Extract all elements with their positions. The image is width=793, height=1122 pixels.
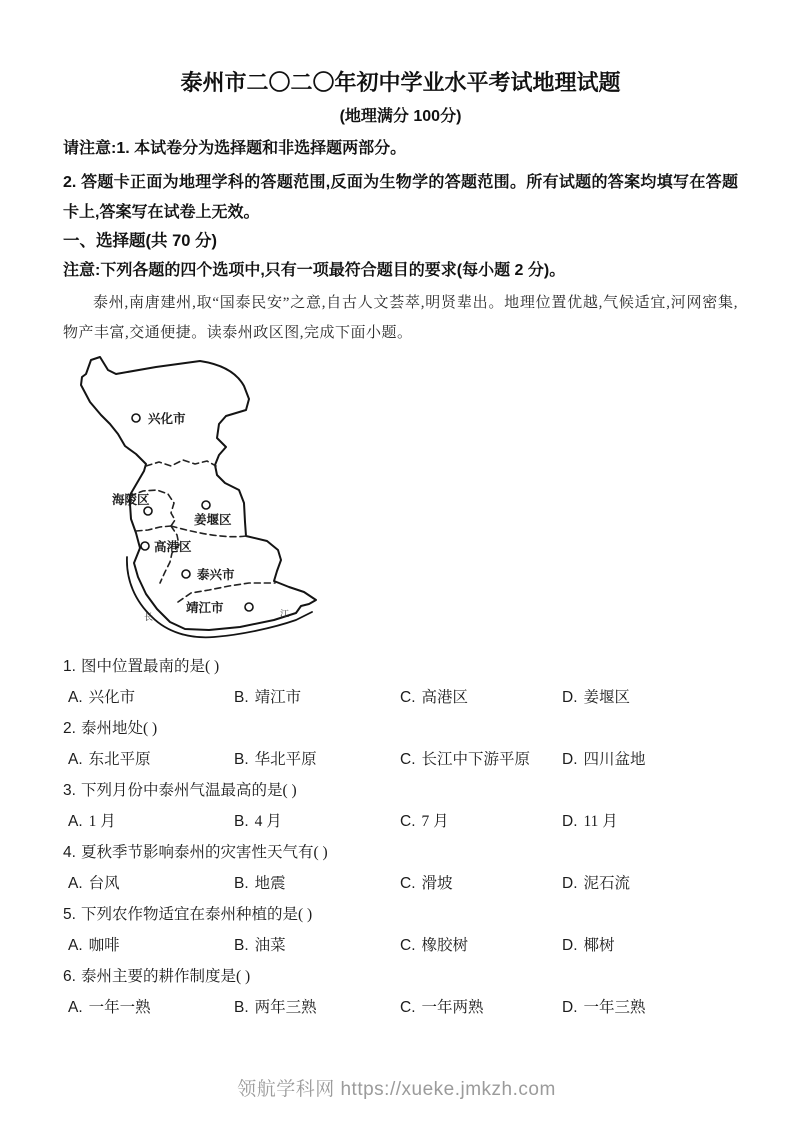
option-label: B. — [234, 689, 249, 706]
question-5 — [63, 904, 738, 956]
question-1-stem — [63, 656, 738, 677]
question-text: 泰州地处( ) — [80, 720, 158, 737]
option-a — [68, 749, 234, 770]
option-label: C. — [400, 875, 416, 892]
option-text: 4 月 — [254, 813, 282, 830]
map-label-jingjiang: 靖江市 — [186, 601, 224, 615]
question-3-options — [63, 811, 738, 832]
map-marker-hailing — [144, 507, 152, 515]
notice-line-2: 2. 答题卡正面为地理学科的答题范围,反面为生物学的答题范围。所有试题的答案均填写在答题卡上,答案写在试卷上无效。 — [63, 174, 738, 221]
option-text: 东北平原 — [88, 751, 151, 768]
option-text: 地震 — [254, 875, 286, 892]
map-marker-jingjiang — [245, 603, 253, 611]
option-text: 一年一熟 — [88, 999, 151, 1016]
map-boundary-taixing-jingjiang — [178, 583, 275, 602]
question-number: 4. — [63, 844, 76, 861]
option-text: 11 月 — [583, 813, 618, 830]
option-text: 咖啡 — [88, 937, 120, 954]
map-boundary-xinghua-south — [146, 460, 216, 466]
question-number: 2. — [63, 720, 76, 737]
option-d — [562, 811, 738, 832]
intro-paragraph: 泰州,南唐建州,取“国泰民安”之意,自古人文荟萃,明贤辈出。地理位置优越,气候适宜,河网密集,物产丰富,交通便捷。读泰州政区图,完成下面小题。 — [63, 295, 738, 341]
question-5-stem — [63, 904, 738, 925]
option-d — [562, 749, 738, 770]
notice-line-1: 请注意:1. 本试卷分为选择题和非选择题两部分。 — [63, 140, 407, 157]
footer-watermark: 领航学科网 https://xueke.jmkzh.com — [237, 1079, 556, 1100]
question-4 — [63, 842, 738, 894]
option-text: 姜堰区 — [583, 689, 631, 706]
option-d — [562, 873, 738, 894]
option-a — [68, 873, 234, 894]
question-6-options — [63, 997, 738, 1018]
option-label: D. — [562, 875, 578, 892]
section-note: 注意:下列各题的四个选项中,只有一项最符合题目的要求(每小题 2 分)。 — [63, 262, 566, 279]
map-river-label-chang: 长 — [144, 612, 154, 622]
page-subtitle: (地理满分 100分) — [339, 108, 462, 125]
option-text: 两年三熟 — [254, 999, 317, 1016]
question-1 — [63, 656, 738, 708]
option-label: A. — [68, 751, 83, 768]
option-label: A. — [68, 999, 83, 1016]
option-a — [68, 997, 234, 1018]
option-d — [562, 935, 738, 956]
option-b — [234, 687, 400, 708]
question-number: 3. — [63, 782, 76, 799]
option-text: 一年三熟 — [583, 999, 646, 1016]
map-marker-jiangyan — [202, 501, 210, 509]
option-label: A. — [68, 875, 83, 892]
option-text: 靖江市 — [254, 689, 302, 706]
option-label: C. — [400, 999, 416, 1016]
option-label: D. — [562, 937, 578, 954]
option-text: 1 月 — [88, 813, 116, 830]
map-label-gaogang: 高港区 — [154, 540, 192, 554]
question-text: 泰州主要的耕作制度是( ) — [80, 968, 251, 985]
option-c — [400, 749, 562, 770]
option-text: 四川盆地 — [583, 751, 646, 768]
option-label: A. — [68, 689, 83, 706]
question-4-stem — [63, 842, 738, 863]
option-text: 7 月 — [421, 813, 449, 830]
option-d — [562, 997, 738, 1018]
option-text: 滑坡 — [421, 875, 453, 892]
option-c — [400, 811, 562, 832]
option-label: B. — [234, 937, 249, 954]
option-text: 兴化市 — [88, 689, 136, 706]
option-a — [68, 935, 234, 956]
section-heading: 一、选择题(共 70 分) — [63, 232, 218, 250]
option-label: A. — [68, 813, 83, 830]
map-svg — [68, 354, 390, 646]
question-3-stem — [63, 780, 738, 801]
option-b — [234, 749, 400, 770]
map-marker-gaogang — [141, 542, 149, 550]
option-label: D. — [562, 751, 578, 768]
option-c — [400, 687, 562, 708]
option-label: C. — [400, 751, 416, 768]
map-boundary-hailing-south — [136, 526, 171, 531]
option-c — [400, 873, 562, 894]
option-text: 油菜 — [254, 937, 286, 954]
question-2 — [63, 718, 738, 770]
option-label: D. — [562, 813, 578, 830]
option-label: B. — [234, 999, 249, 1016]
option-label: B. — [234, 875, 249, 892]
question-3 — [63, 780, 738, 832]
map-label-jiangyan: 姜堰区 — [194, 513, 232, 527]
question-text: 下列月份中泰州气温最高的是( ) — [80, 782, 297, 799]
option-a — [68, 811, 234, 832]
option-label: B. — [234, 813, 249, 830]
question-2-options — [63, 749, 738, 770]
option-text: 台风 — [88, 875, 120, 892]
map-label-taixing: 泰兴市 — [197, 568, 235, 582]
option-label: D. — [562, 999, 578, 1016]
taizhou-district-map — [68, 354, 390, 646]
map-marker-taixing — [182, 570, 190, 578]
map-boundary-jiangyan-taixing — [171, 526, 246, 537]
map-label-hailing: 海陵区 — [112, 493, 150, 507]
question-text: 图中位置最南的是( ) — [80, 658, 220, 675]
question-number: 6. — [63, 968, 76, 985]
option-text: 椰树 — [583, 937, 615, 954]
option-text: 长江中下游平原 — [421, 751, 531, 768]
map-label-xinghua: 兴化市 — [148, 412, 186, 426]
question-6 — [63, 966, 738, 1018]
question-4-options — [63, 873, 738, 894]
question-1-options — [63, 687, 738, 708]
page-title: 泰州市二〇二〇年初中学业水平考试地理试题 — [180, 70, 621, 95]
option-b — [234, 997, 400, 1018]
question-2-stem — [63, 718, 738, 739]
option-text: 泥石流 — [583, 875, 631, 892]
option-label: B. — [234, 751, 249, 768]
option-c — [400, 997, 562, 1018]
option-label: C. — [400, 813, 416, 830]
option-label: D. — [562, 689, 578, 706]
option-d — [562, 687, 738, 708]
option-label: C. — [400, 937, 416, 954]
option-label: A. — [68, 937, 83, 954]
option-b — [234, 873, 400, 894]
option-text: 华北平原 — [254, 751, 317, 768]
option-a — [68, 687, 234, 708]
question-number: 1. — [63, 658, 76, 675]
option-text: 橡胶树 — [421, 937, 469, 954]
map-marker-xinghua — [132, 414, 140, 422]
option-c — [400, 935, 562, 956]
option-text: 一年两熟 — [421, 999, 484, 1016]
question-text: 下列农作物适宜在泰州种植的是( ) — [80, 906, 313, 923]
option-b — [234, 811, 400, 832]
map-boundary-gaogang — [160, 526, 179, 583]
option-label: C. — [400, 689, 416, 706]
map-river-label-jiang: 江 — [280, 609, 290, 619]
question-number: 5. — [63, 906, 76, 923]
option-text: 高港区 — [421, 689, 469, 706]
question-6-stem — [63, 966, 738, 987]
option-b — [234, 935, 400, 956]
question-text: 夏秋季节影响泰州的灾害性天气有( ) — [80, 844, 328, 861]
question-5-options — [63, 935, 738, 956]
